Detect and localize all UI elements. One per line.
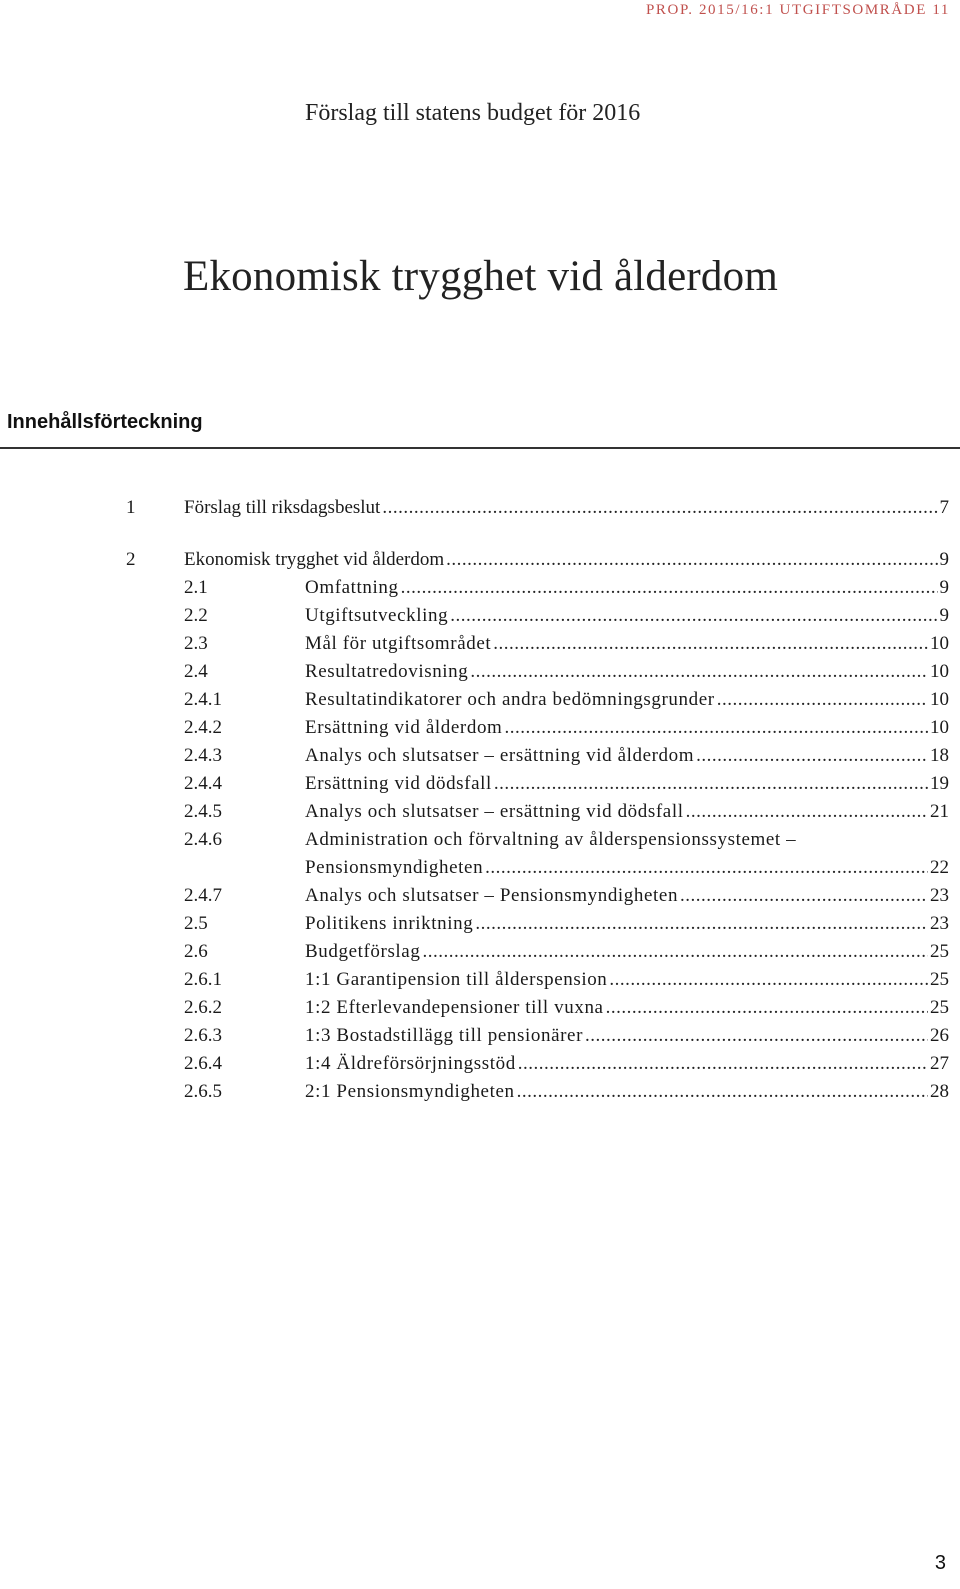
toc-leader-dots <box>485 854 928 882</box>
toc-entry-page: 25 <box>930 997 949 1018</box>
toc-entry-number: 2.2 <box>184 605 208 626</box>
toc-entry[interactable] <box>0 966 960 994</box>
toc-entry-page: 25 <box>930 969 949 990</box>
toc-entry-title: Ekonomisk trygghet vid ålderdom <box>184 549 445 570</box>
toc-entry[interactable] <box>0 494 960 522</box>
toc-entry-number: 2.4.6 <box>184 829 222 850</box>
toc-entry-title: Analys och slutsatser – ersättning vid dödsfall <box>305 801 684 822</box>
toc-entry-page: 26 <box>930 1025 949 1046</box>
document-subtitle: Förslag till statens budget för 2016 <box>305 100 641 126</box>
toc-entry[interactable] <box>0 630 960 658</box>
toc-entry-page: 18 <box>930 745 949 766</box>
toc-entry-page: 10 <box>930 633 949 654</box>
toc-entry-page: 23 <box>930 885 949 906</box>
toc-entry[interactable] <box>0 658 960 686</box>
toc-heading: Innehållsförteckning <box>7 411 203 433</box>
toc-leader-dots <box>475 910 928 938</box>
toc-entry[interactable] <box>0 798 960 826</box>
toc-entry-number: 2.6.2 <box>184 997 222 1018</box>
toc-entry-number: 2.4.3 <box>184 745 222 766</box>
toc-entry[interactable] <box>0 910 960 938</box>
running-header: PROP. 2015/16:1 UTGIFTSOMRÅDE 11 <box>645 2 950 18</box>
toc-leader-dots <box>686 798 928 826</box>
toc-entry-title: Administration och förvaltning av ålderspensionssystemet – <box>305 829 797 850</box>
toc-entry[interactable] <box>0 714 960 742</box>
toc-leader-dots <box>401 574 938 602</box>
toc-entry[interactable] <box>0 574 960 602</box>
toc-entry-title: Förslag till riksdagsbeslut <box>184 497 381 518</box>
toc-entry-page: 22 <box>930 857 949 878</box>
toc-entry-page: 10 <box>930 689 949 710</box>
toc-entry-number: 2.6 <box>184 941 208 962</box>
page-number: 3 <box>934 1552 946 1574</box>
toc-entry-continuation[interactable] <box>0 854 960 882</box>
toc-entry-page: 25 <box>930 941 949 962</box>
toc-entry[interactable] <box>0 602 960 630</box>
toc-entry-number: 2.5 <box>184 913 208 934</box>
toc-entry-number: 2.6.5 <box>184 1081 222 1102</box>
toc-entry-page: 27 <box>930 1053 949 1074</box>
toc-entry-number: 2.4.2 <box>184 717 222 738</box>
toc-leader-dots <box>493 630 928 658</box>
toc-entry[interactable] <box>0 994 960 1022</box>
toc-entry-title: Analys och slutsatser – ersättning vid ålderdom <box>305 745 695 766</box>
toc-entry-number: 2.6.4 <box>184 1053 222 1074</box>
toc-entry[interactable] <box>0 882 960 910</box>
toc-entry[interactable] <box>0 826 960 854</box>
toc-entry-title: Mål för utgiftsområdet <box>305 633 492 654</box>
toc-leader-dots <box>446 546 937 574</box>
toc-entry-title: 2:1 Pensionsmyndigheten <box>305 1081 515 1102</box>
toc-entry-title: 1:2 Efterlevandepensioner till vuxna <box>305 997 604 1018</box>
toc-entry-title: Resultatindikatorer och andra bedömningsgrunder <box>305 689 715 710</box>
toc-leader-dots <box>717 686 928 714</box>
toc-entry-number: 2.3 <box>184 633 208 654</box>
toc-entry-title: Omfattning <box>305 577 399 598</box>
toc-entry[interactable] <box>0 1050 960 1078</box>
toc-leader-dots <box>585 1022 928 1050</box>
toc-entry[interactable] <box>0 770 960 798</box>
toc-entry[interactable] <box>0 938 960 966</box>
toc-entry-number: 2.4.1 <box>184 689 222 710</box>
document-title: Ekonomisk trygghet vid ålderdom <box>183 253 778 300</box>
toc-entry[interactable] <box>0 686 960 714</box>
toc-entry-title: Ersättning vid ålderdom <box>305 717 503 738</box>
toc-leader-dots <box>422 938 928 966</box>
toc-leader-dots <box>518 1050 928 1078</box>
toc-leader-dots <box>382 494 937 522</box>
toc-entry-title: 1:4 Äldreförsörjningsstöd <box>305 1053 516 1074</box>
toc-leader-dots <box>494 770 928 798</box>
toc-entry-number: 2.6.1 <box>184 969 222 990</box>
toc-entry-title: Budgetförslag <box>305 941 421 962</box>
toc-entry[interactable] <box>0 1022 960 1050</box>
toc-entry-page: 10 <box>930 717 949 738</box>
toc-entry-page: 10 <box>930 661 949 682</box>
toc-entry-title: Politikens inriktning <box>305 913 474 934</box>
toc-leader-dots <box>609 966 928 994</box>
toc-entry-number: 2.4.4 <box>184 773 222 794</box>
toc-entry-number: 2.1 <box>184 577 208 598</box>
toc-leader-dots <box>450 602 937 630</box>
toc-entry[interactable] <box>0 546 960 574</box>
toc-leader-dots <box>680 882 928 910</box>
toc-leader-dots <box>606 994 928 1022</box>
toc-entry-page: 28 <box>930 1081 949 1102</box>
toc-entry[interactable] <box>0 1078 960 1106</box>
toc-leader-dots <box>696 742 928 770</box>
toc-entry-page: 9 <box>939 605 949 626</box>
toc-entry-title: Ersättning vid dödsfall <box>305 773 492 794</box>
toc-leader-dots <box>504 714 928 742</box>
toc-entry-page: 23 <box>930 913 949 934</box>
toc-entry-page: 9 <box>939 549 949 570</box>
toc-entry-title: Analys och slutsatser – Pensionsmyndigheten <box>305 885 679 906</box>
toc-entry-number: 2.4 <box>184 661 208 682</box>
toc-entry-number: 2 <box>126 549 136 570</box>
toc-entry-page: 9 <box>939 577 949 598</box>
toc-entry-page: 21 <box>930 801 949 822</box>
toc-entry-title: 1:3 Bostadstillägg till pensionärer <box>305 1025 583 1046</box>
toc-entry-number: 2.6.3 <box>184 1025 222 1046</box>
toc-entry-title-continued: Pensionsmyndigheten <box>305 857 484 878</box>
toc-entry-number: 1 <box>126 497 136 518</box>
toc-entry-page: 7 <box>939 497 949 518</box>
toc-leader-dots <box>517 1078 928 1106</box>
toc-entry[interactable] <box>0 742 960 770</box>
toc-entry-title: Resultatredovisning <box>305 661 469 682</box>
toc-entry-number: 2.4.7 <box>184 885 222 906</box>
toc-entry-title: Utgiftsutveckling <box>305 605 449 626</box>
toc-entry-number: 2.4.5 <box>184 801 222 822</box>
toc-entry-title: 1:1 Garantipension till ålderspension <box>305 969 608 990</box>
toc-divider <box>0 447 960 449</box>
toc-entry-page: 19 <box>930 773 949 794</box>
toc-leader-dots <box>470 658 928 686</box>
